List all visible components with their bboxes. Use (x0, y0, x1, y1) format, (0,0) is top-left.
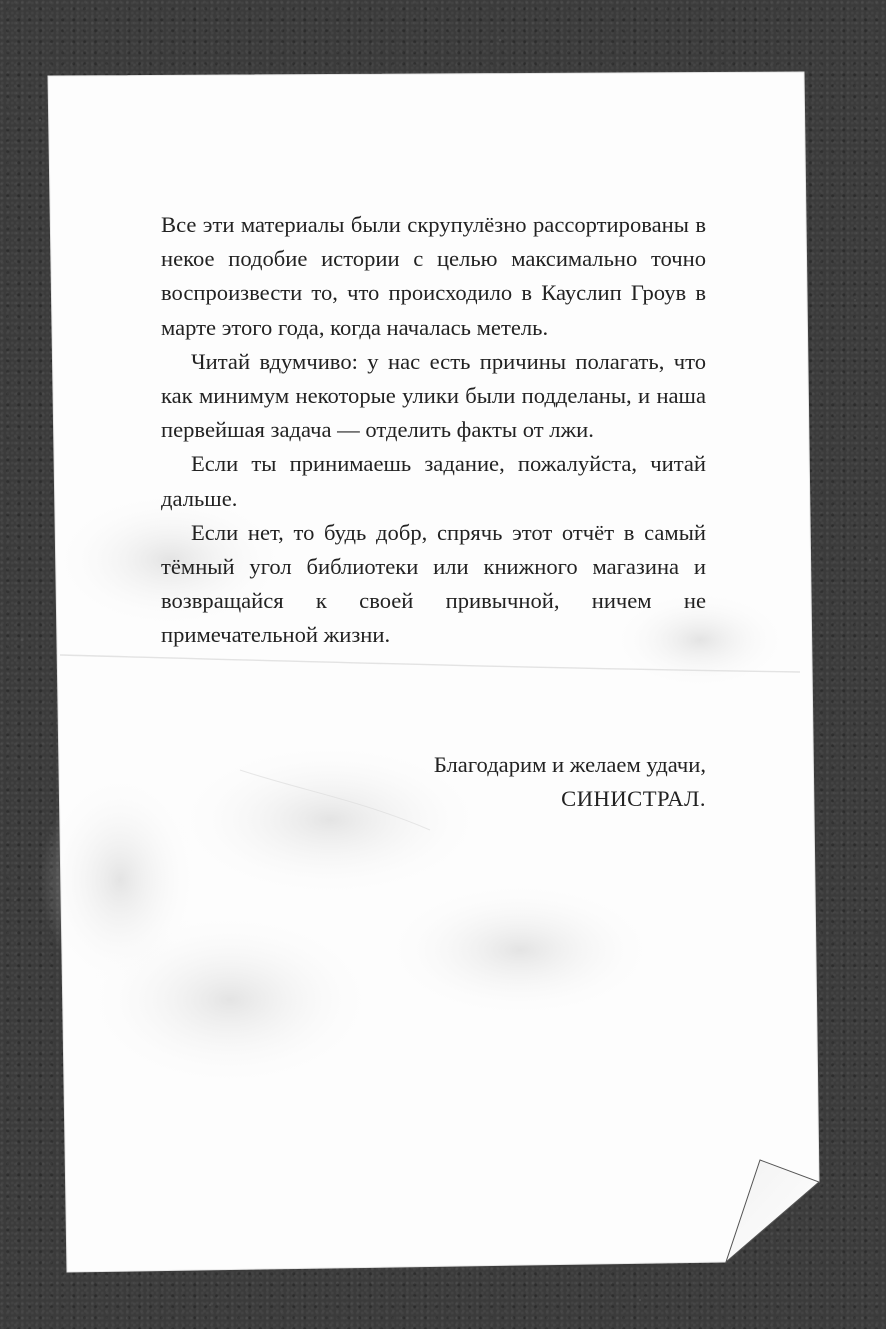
paragraph-4: Если нет, то будь добр, спрячь этот отчёт в самый тёмный угол библиотеки или книжного магазина и возвращайся к своей привычной, ничем не примечательной жизни. (161, 519, 706, 648)
letter-body (161, 208, 706, 653)
closing-line: Благодарим и желаем удачи, (433, 752, 706, 777)
signature: СИНИСТРАЛ. (561, 786, 706, 812)
paragraph-1: Все эти материалы были скрупулёзно рассортированы в некое подобие истории с целью максимально точно воспроизвести то, что происходило в Кауслип Гроув в марте этого года, когда началась метель. (161, 212, 706, 340)
signoff (161, 748, 706, 816)
paragraph-2: Читай вдумчиво: у нас есть причины полагать, что как минимум некоторые улики были подделаны, и наша первейшая задача — отделить факты от лжи. (161, 348, 706, 443)
paragraph-3: Если ты принимаешь задание, пожалуйста, читай дальше. (161, 451, 706, 511)
